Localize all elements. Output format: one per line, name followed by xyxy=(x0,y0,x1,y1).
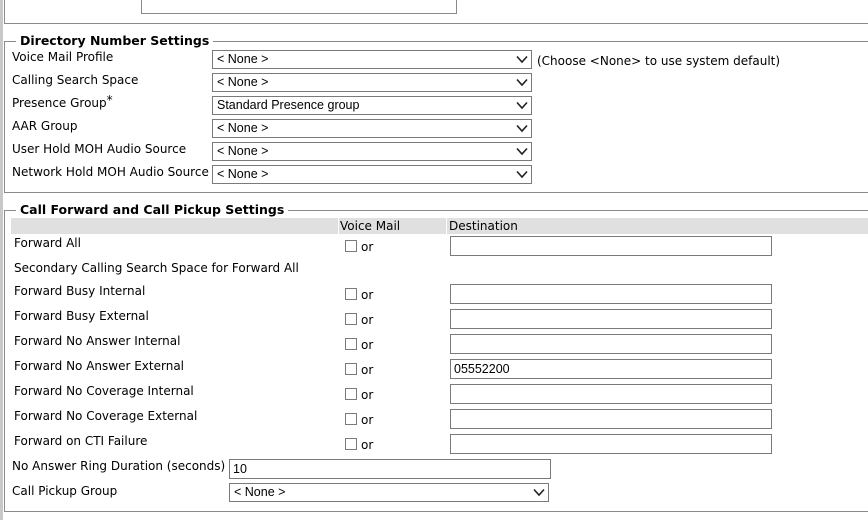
forward-busy-external-label: Forward Busy External xyxy=(14,309,149,323)
forward-busy-external-destination-input[interactable] xyxy=(450,309,772,329)
presence-group-label: Presence Group* xyxy=(12,93,113,110)
forward-busy-external-voicemail-checkbox[interactable] xyxy=(345,313,357,325)
or-text: or xyxy=(361,388,374,402)
presence-group-select[interactable]: Standard Presence group xyxy=(212,96,532,115)
forward-no-coverage-internal-voicemail-checkbox[interactable] xyxy=(345,388,357,400)
column-header-band xyxy=(11,218,868,234)
ring-duration-input[interactable]: 10 xyxy=(229,459,551,479)
chevron-down-icon xyxy=(516,55,528,64)
forward-no-coverage-external-destination-input[interactable] xyxy=(450,409,772,429)
call-pickup-group-select[interactable]: < None > xyxy=(229,483,549,502)
aar-group-select[interactable]: < None > xyxy=(212,119,532,138)
forward-no-coverage-internal-label: Forward No Coverage Internal xyxy=(14,384,194,398)
column-header-divider xyxy=(338,218,339,234)
forward-no-answer-external-voicemail-checkbox[interactable] xyxy=(345,363,357,375)
forward-all-destination-input[interactable] xyxy=(450,236,772,256)
user-hold-moh-select[interactable]: < None > xyxy=(212,142,532,161)
forward-all-label: Forward All xyxy=(14,236,81,250)
forward-no-coverage-internal-destination-input[interactable] xyxy=(450,384,772,404)
calling-search-space-label: Calling Search Space xyxy=(12,73,139,87)
or-text: or xyxy=(361,313,374,327)
aar-group-label: AAR Group xyxy=(12,119,78,133)
chevron-down-icon xyxy=(533,488,545,497)
left-border xyxy=(0,0,3,520)
chevron-down-icon xyxy=(516,78,528,87)
forward-cti-failure-destination-input[interactable] xyxy=(450,434,772,454)
voice-mail-profile-select[interactable]: < None > xyxy=(212,50,532,69)
or-text: or xyxy=(361,338,374,352)
forward-busy-internal-voicemail-checkbox[interactable] xyxy=(345,288,357,300)
forward-no-answer-external-label: Forward No Answer External xyxy=(14,359,185,373)
forward-cti-failure-voicemail-checkbox[interactable] xyxy=(345,438,357,450)
forward-no-answer-internal-destination-input[interactable] xyxy=(450,334,772,354)
user-hold-moh-label: User Hold MOH Audio Source xyxy=(12,142,187,156)
forward-no-answer-internal-voicemail-checkbox[interactable] xyxy=(345,338,357,350)
voice-mail-profile-label: Voice Mail Profile xyxy=(12,50,114,64)
destination-column-header: Destination xyxy=(449,219,518,233)
chevron-down-icon xyxy=(516,147,528,156)
call-forward-settings-legend: Call Forward and Call Pickup Settings xyxy=(16,203,288,217)
or-text: or xyxy=(361,240,374,254)
secondary-css-forward-all-label: Secondary Calling Search Space for Forward All xyxy=(14,261,299,275)
forward-cti-failure-label: Forward on CTI Failure xyxy=(14,434,148,448)
directory-number-settings-legend: Directory Number Settings xyxy=(16,34,213,48)
column-header-divider xyxy=(446,218,447,234)
network-hold-moh-select[interactable]: < None > xyxy=(212,165,532,184)
required-mark: * xyxy=(106,93,113,107)
or-text: or xyxy=(361,438,374,452)
voice-mail-column-header: Voice Mail xyxy=(340,219,401,233)
forward-all-voicemail-checkbox[interactable] xyxy=(345,240,357,252)
forward-busy-internal-destination-input[interactable] xyxy=(450,284,772,304)
call-pickup-group-label: Call Pickup Group xyxy=(12,484,118,498)
or-text: or xyxy=(361,413,374,427)
forward-no-coverage-external-voicemail-checkbox[interactable] xyxy=(345,413,357,425)
chevron-down-icon xyxy=(516,124,528,133)
forward-no-answer-internal-label: Forward No Answer Internal xyxy=(14,334,181,348)
ring-duration-label: No Answer Ring Duration (seconds) xyxy=(12,459,226,473)
forward-no-coverage-external-label: Forward No Coverage External xyxy=(14,409,198,423)
or-text: or xyxy=(361,288,374,302)
previous-textarea[interactable] xyxy=(141,0,457,14)
voice-mail-hint: (Choose <None> to use system default) xyxy=(537,54,781,68)
calling-search-space-select[interactable]: < None > xyxy=(212,73,532,92)
chevron-down-icon xyxy=(516,101,528,110)
network-hold-moh-label: Network Hold MOH Audio Source xyxy=(12,165,209,179)
or-text: or xyxy=(361,363,374,377)
forward-no-answer-external-destination-input[interactable]: 05552200 xyxy=(450,359,772,379)
forward-busy-internal-label: Forward Busy Internal xyxy=(14,284,146,298)
chevron-down-icon xyxy=(516,170,528,179)
